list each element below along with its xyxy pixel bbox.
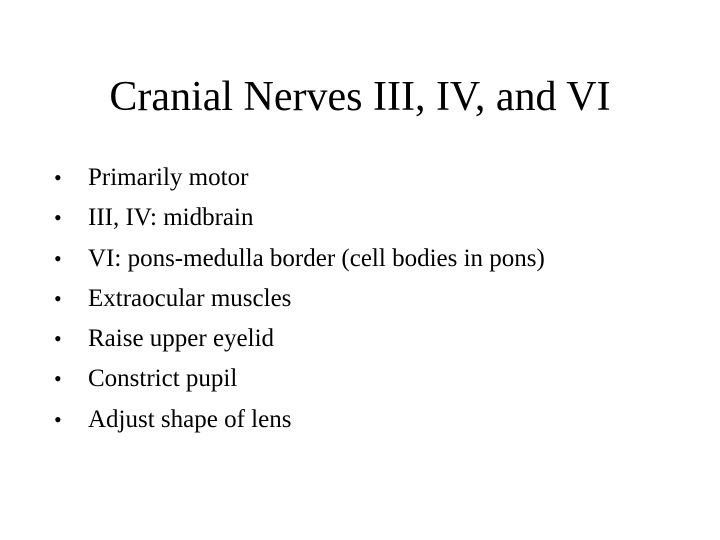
bullet-item	[54, 400, 545, 440]
bullet-item	[54, 239, 545, 279]
bullet-list	[54, 158, 545, 440]
bullet-icon: •	[54, 205, 62, 231]
bullet-icon: •	[54, 366, 62, 392]
bullet-item	[54, 158, 545, 198]
bullet-text: Extraocular muscles	[88, 284, 292, 312]
bullet-item	[54, 319, 545, 359]
bullet-icon: •	[54, 406, 62, 432]
bullet-item	[54, 198, 545, 238]
bullet-text: VI: pons-medulla border (cell bodies in pons)	[88, 244, 545, 272]
bullet-icon: •	[54, 165, 62, 190]
bullet-text: Constrict pupil	[88, 365, 238, 393]
bullet-item	[54, 279, 545, 319]
bullet-text: III, IV: midbrain	[88, 204, 254, 232]
bullet-icon: •	[54, 326, 62, 352]
bullet-text: Raise upper eyelid	[88, 325, 275, 353]
bullet-icon: •	[54, 245, 62, 271]
bullet-text: Adjust shape of lens	[88, 405, 292, 433]
bullet-text: Primarily motor	[88, 164, 249, 191]
slide-title: Cranial Nerves III, IV, and VI	[109, 74, 611, 120]
bullet-icon: •	[54, 285, 62, 311]
bullet-item	[54, 359, 545, 399]
